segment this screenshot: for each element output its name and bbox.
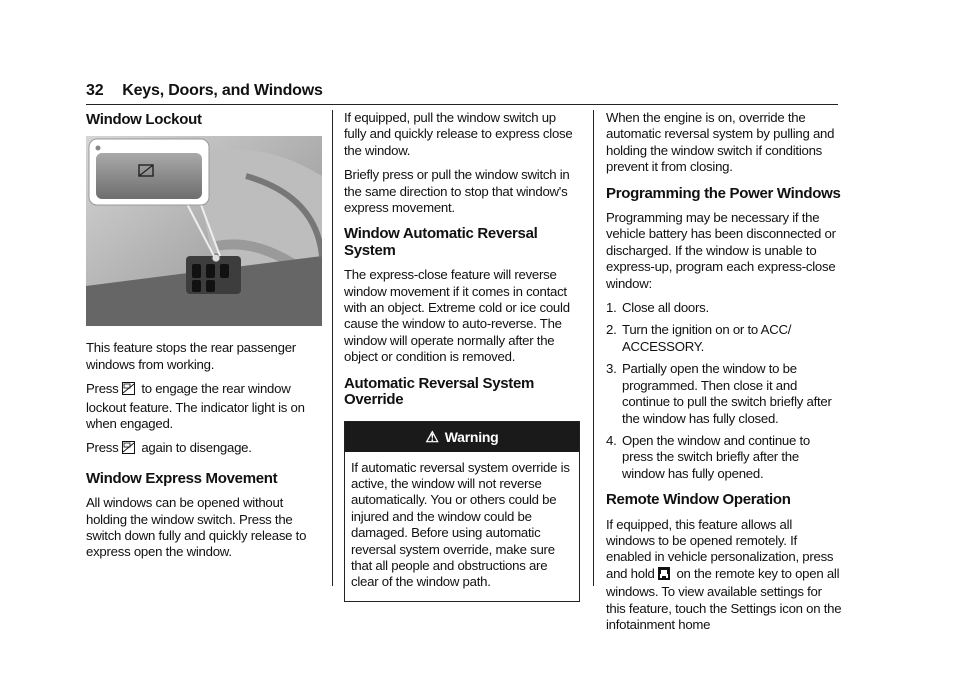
lockout-description: This feature stops the rear passenger windows from working. — [86, 340, 296, 372]
column-1 — [86, 110, 322, 569]
remote-window-paragraph: If equipped, this feature allows all windows to be opened remotely. If enabled in vehicle personalization, press and hold on the remote key to open all windows. To view available settings for this feature, touch the Settings icon on the infotainment home — [606, 516, 842, 632]
lockout-disengage-paragraph: Press again to disengage. — [86, 440, 322, 458]
heading-reversal-override: Automatic Reversal System Override — [344, 374, 535, 409]
programming-description: Programming may be necessary if the vehicle battery has been disconnected or discharged. If the window is unable to express-up, program each express-close window: — [606, 210, 836, 291]
remote-unlock-icon — [658, 567, 670, 584]
warning-body: If automatic reversal system override is active, the window will not reverse automatically. You or others could be injured and the window could be damaged. Before using automatic reversal system override, make sure that all people and obstructions are clear of the window path. — [351, 459, 570, 590]
heading-window-express: Window Express Movement — [86, 469, 278, 487]
express-description: All windows can be opened without holding the window switch. Press the switch down fully and quickly release to express open the window. — [86, 495, 307, 560]
heading-auto-reversal: Window Automatic Reversal System — [344, 225, 538, 259]
column-2 — [344, 110, 580, 602]
column-3 — [606, 110, 842, 641]
warning-header: ⚠ Warning — [345, 422, 579, 452]
window-lockout-icon — [122, 441, 135, 458]
column-divider-2 — [593, 110, 594, 586]
heading-programming: Programming the Power Windows — [606, 184, 841, 202]
express-close-paragraph: If equipped, pull the window switch up fully and quickly release to express close the window. — [344, 110, 573, 158]
lockout-engage-paragraph: Press to engage the rear window lockout feature. The indicator light is on when engaged. — [86, 381, 305, 432]
heading-window-lockout: Window Lockout — [86, 111, 202, 128]
list-item: 4. Open the window and continue to press the switch briefly after the window has fully opened. — [606, 432, 811, 481]
auto-reversal-description: The express-close feature will reverse window movement if it comes in contact with an object. Extreme cold or ice could cause the window to auto-reverse. The window will operate normally after the object or condition is removed. — [344, 267, 570, 365]
section-title: Keys, Doors, and Windows — [122, 82, 323, 99]
list-item: 2. Turn the ignition on or to ACC/ ACCESSORY. — [606, 322, 792, 354]
programming-steps — [606, 300, 842, 482]
list-item: 3. Partially open the window to be programmed. Then close it and continue to pull the switch briefly after the window has fully closed. — [606, 361, 832, 426]
list-item: 1. Close all doors. — [606, 300, 709, 316]
window-switch-photo — [86, 136, 322, 326]
express-stop-paragraph: Briefly press or pull the window switch in the same direction to stop that window's express movement. — [344, 167, 570, 216]
window-lockout-icon — [122, 382, 135, 399]
override-paragraph: When the engine is on, override the automatic reversal system by pulling and holding the window switch if conditions prevent it from closing. — [606, 110, 835, 175]
heading-remote-window: Remote Window Operation — [606, 491, 791, 509]
page-header — [86, 82, 838, 105]
warning-box — [344, 421, 580, 602]
page-number: 32 — [86, 82, 104, 99]
column-divider-1 — [332, 110, 333, 586]
warning-triangle-icon: ⚠ — [425, 428, 439, 446]
